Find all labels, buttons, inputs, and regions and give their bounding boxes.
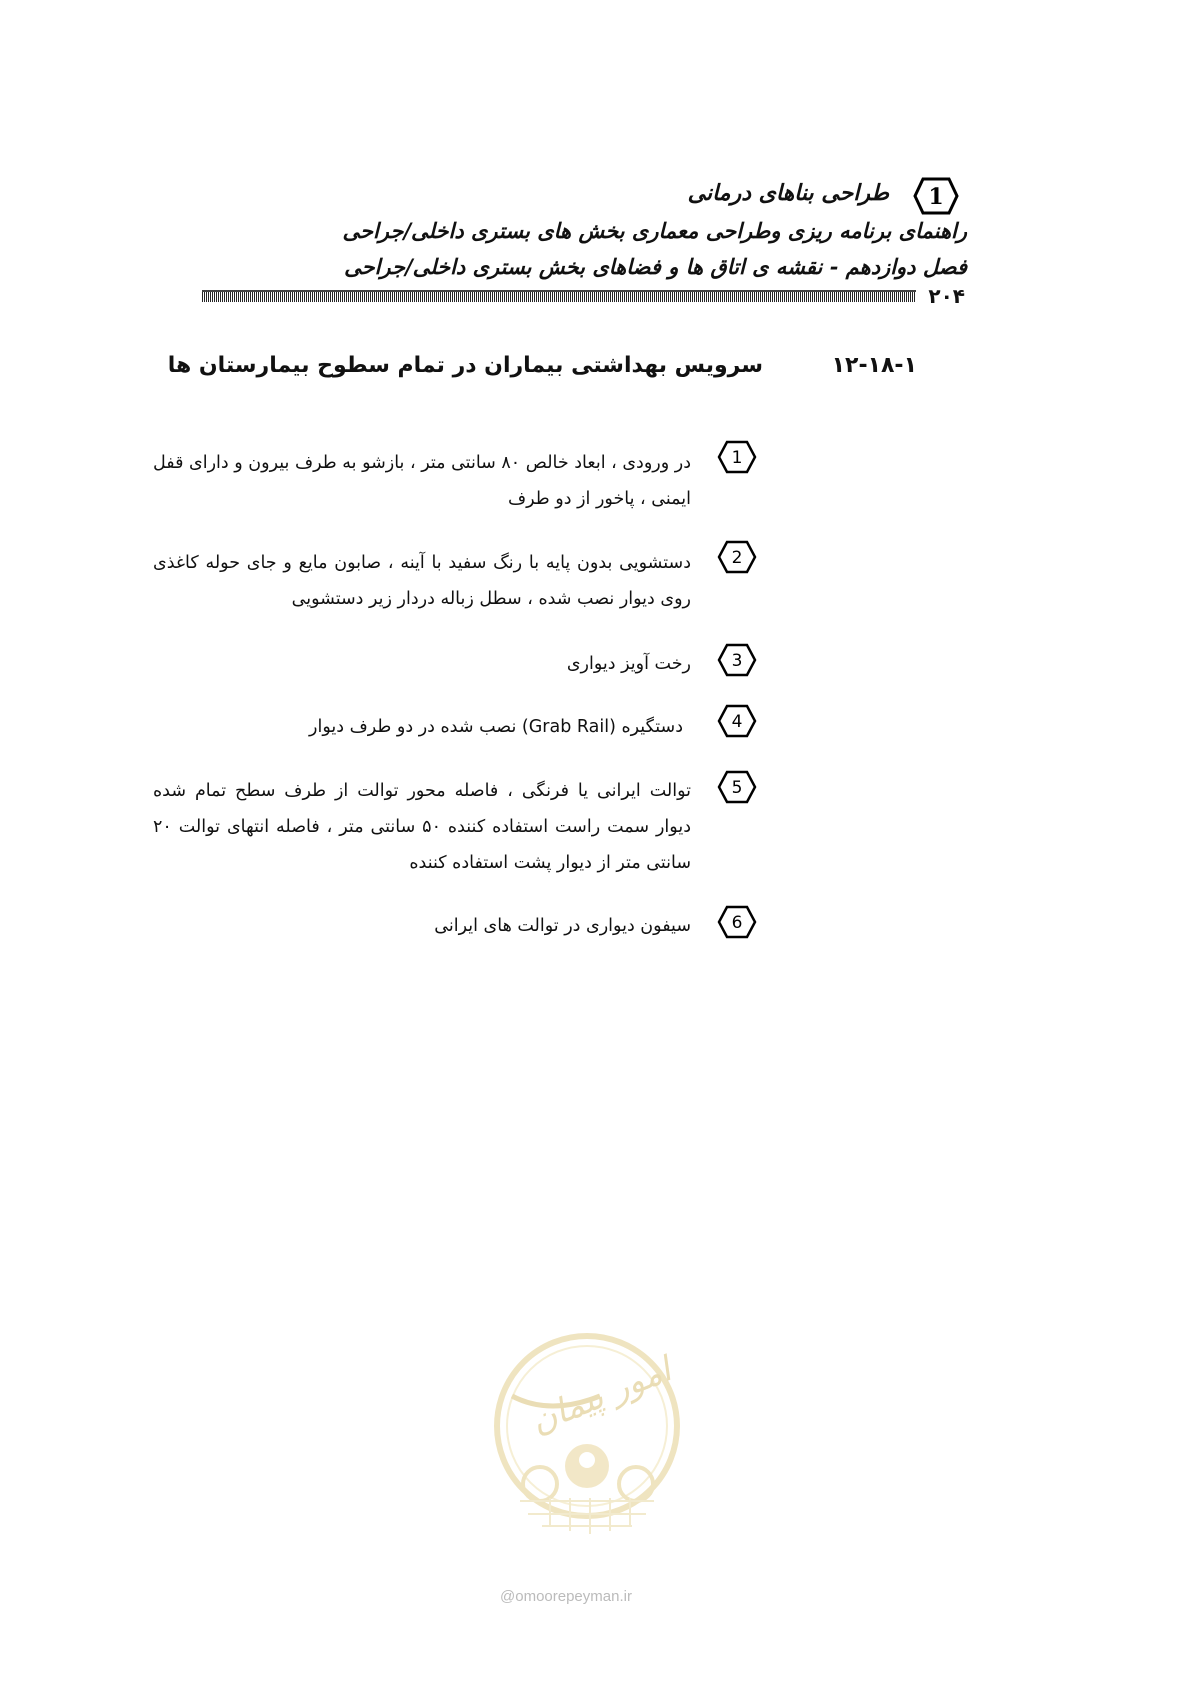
- item-number: 1: [731, 448, 743, 468]
- item-number-badge: [717, 643, 757, 677]
- item-number: 3: [731, 651, 743, 671]
- item-number: 2: [731, 548, 743, 568]
- item-number-badge: [717, 440, 757, 474]
- list-item: سیفون دیواری در توالت های ایرانی: [434, 916, 691, 936]
- page-number: ۲۰۴: [928, 284, 965, 308]
- list-item: دستگیره (Grab Rail) نصب شده در دو طرف دیوار: [309, 717, 683, 737]
- list-item: در ورودی ، ابعاد خالص ۸۰ سانتی متر ، بازشو به طرف بیرون و دارای قفل ایمنی ، پاخور از دو طرف: [153, 453, 691, 509]
- item-number-badge: [717, 704, 757, 738]
- watermark-url: @omoorepeyman.ir: [500, 1588, 632, 1605]
- book-number-badge: [913, 176, 959, 216]
- item-number-badge: [717, 770, 757, 804]
- header-divider: [202, 290, 916, 302]
- item-number-badge: [717, 540, 757, 574]
- item-number: 4: [731, 712, 743, 732]
- section-number: ۱۲-۱۸-۱: [831, 353, 917, 378]
- section-title: سرویس بهداشتی بیماران در تمام سطوح بیمارستان ها: [167, 353, 763, 378]
- item-number-badge: [717, 905, 757, 939]
- chapter-title: فصل دوازدهم - نقشه ی اتاق ها و فضاهای بخش بستری داخلی/جراحی: [344, 254, 967, 279]
- watermark-logo: [490, 1326, 684, 1546]
- book-number: 1: [928, 184, 944, 210]
- item-number: 6: [731, 913, 743, 933]
- item-number: 5: [731, 778, 743, 798]
- svg-text:امور پیمان: امور پیمان: [525, 1349, 677, 1442]
- list-item: توالت ایرانی یا فرنگی ، فاصله محور توالت از طرف سطح تمام شده دیوار سمت راست استفاده کننده ۵۰ سانتی متر ، فاصله انتهای توالت ۲۰ سانتی متر از دیوار پشت استفاده کننده: [153, 781, 691, 873]
- book-title: طراحی بناهای درمانی: [687, 180, 889, 206]
- list-item: رخت آویز دیواری: [566, 654, 691, 674]
- book-subtitle: راهنمای برنامه ریزی وطراحی معماری بخش های بستری داخلی/جراحی: [342, 218, 967, 243]
- list-item: دستشویی بدون پایه با رنگ سفید با آینه ، صابون مایع و جای حوله کاغذی روی دیوار نصب شده ، سطل زباله دردار زیر دستشویی: [153, 553, 691, 609]
